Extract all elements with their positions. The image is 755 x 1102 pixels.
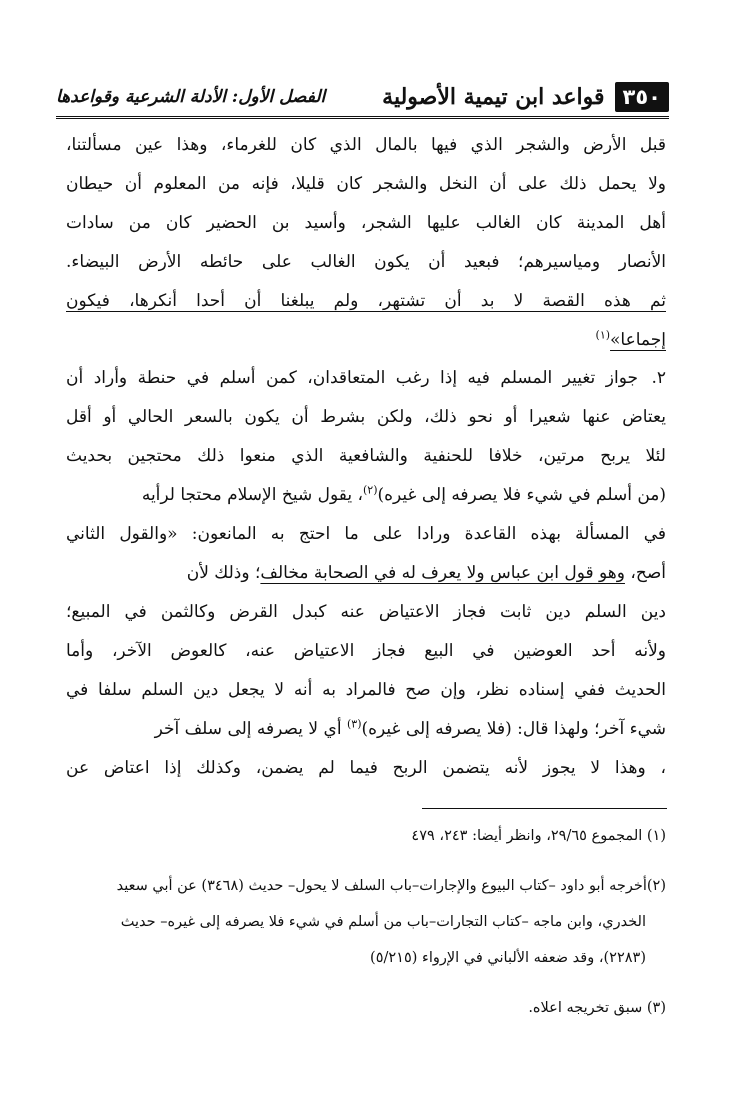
footnotes — [66, 818, 666, 1026]
footnote-ref-3: (٣) — [346, 716, 362, 730]
text-line: دين السلم دين ثابت فجاز الاعتياض عنه كبدل القرض وكالثمن في المبيع؛ — [66, 601, 666, 622]
footnote-divider — [422, 808, 667, 809]
chapter-title: الفصل الأول: الأدلة الشرعية وقواعدها — [56, 87, 326, 107]
text-line: الأنصار ومياسيرهم؛ فبعيد أن يكون الغالب على حائطه الأرض البيضاء. — [66, 251, 666, 272]
underlined-quote-end: إجماعا» — [610, 329, 666, 350]
footnote-ref-1: (١) — [595, 327, 611, 341]
header-divider — [56, 116, 669, 119]
footnote-1: (١) المجموع ٢٩/٦٥، وانظر أيضا: ٢٤٣، ٤٧٩ — [411, 828, 666, 844]
page-number: ٣٥٠ — [615, 82, 669, 112]
footnote-2: (٢)أخرجه أبو داود –كتاب البيوع والإجارات–باب السلف لا يحول– حديث (٣٤٦٨) عن أبي سعيد — [116, 878, 666, 894]
text-line — [66, 476, 666, 515]
text-line: في المسألة بهذه القاعدة ورادا على ما احتج به المانعون: «والقول الثاني — [66, 524, 666, 545]
footnote-2-continued: الخدري، وابن ماجه –كتاب التجارات–باب من أسلم في شيء فلا يصرفه إلى غيره– حديث — [120, 914, 646, 930]
text-line: ولأنه أحد العوضين في البيع فجاز الاعتياض عنه، كالعوض الآخر، وأما — [66, 640, 666, 661]
main-text — [66, 126, 666, 787]
text-segment: ، يقول شيخ الإسلام محتجا لرأيه — [141, 485, 363, 506]
spacer — [66, 854, 666, 868]
text-line: جواز تغيير المسلم فيه إذا رغب المتعاقدان، كمن أسلم في حنطة وأراد أن — [66, 368, 638, 389]
hadith-quote: (من أسلم في شيء فلا يصرفه إلى غيره) — [377, 485, 666, 506]
text-line: يعتاض عنها شعيرا أو نحو ذلك، ولكن بشرط أن يكون بالسعر الحالي أو أقل — [66, 407, 666, 428]
text-line: أهل المدينة كان الغالب عليها الشجر، وأسيد بن الحضير كان من سادات — [66, 212, 666, 233]
book-title: قواعد ابن تيمية الأصولية — [382, 84, 605, 110]
text-segment: أي لا يصرفه إلى سلف آخر — [154, 718, 347, 739]
numbered-item-2 — [66, 359, 666, 398]
underlined-phrase: وهو قول ابن عباس ولا يعرف له في الصحابة مخالف — [260, 562, 625, 583]
text-line: قبل الأرض والشجر الذي فيها بالمال الذي كان للغرماء، وهذا عين مسألتنا، — [66, 135, 666, 155]
footnote-2-continued: (٢٢٨٣)، وقد ضعفه الألباني في الإرواء (٥/٢١٥) — [370, 950, 646, 966]
spacer — [66, 976, 666, 990]
footnote-3: (٣) سبق تخريجه اعلاه. — [528, 1000, 666, 1016]
text-segment: شيء آخر؛ ولهذا قال: (فلا يصرفه إلى غيره) — [361, 718, 666, 739]
item-number: ٢. — [651, 368, 666, 389]
text-line: ، وهذا لا يجوز لأنه يتضمن الربح فيما لم يضمن، وكذلك إذا اعتاض عن — [66, 757, 666, 778]
text-line — [66, 321, 666, 360]
text-line — [66, 554, 666, 593]
underlined-quote-line: ثم هذه القصة لا بد أن تشتهر، ولم يبلغنا أن أحدا أنكرها، فيكون — [66, 290, 666, 311]
text-line: الحديث ففي إسناده نظر، وإن صح فالمراد به أنه لا يجعل دين السلم سلفا في — [66, 679, 666, 700]
text-segment: أصح، — [624, 562, 666, 583]
text-segment: ؛ وذلك لأن — [186, 562, 261, 583]
text-line: لئلا يربح مرتين، خلافا للحنفية والشافعية الذي منعوا ذلك محتجين بحديث — [66, 446, 666, 467]
text-line: ولا يحمل ذلك على أن النخل والشجر كان قليلا، فإنه من المعلوم أن حيطان — [66, 173, 666, 194]
text-line — [66, 710, 666, 749]
running-header — [56, 80, 669, 114]
footnote-ref-2: (٢) — [362, 483, 378, 497]
